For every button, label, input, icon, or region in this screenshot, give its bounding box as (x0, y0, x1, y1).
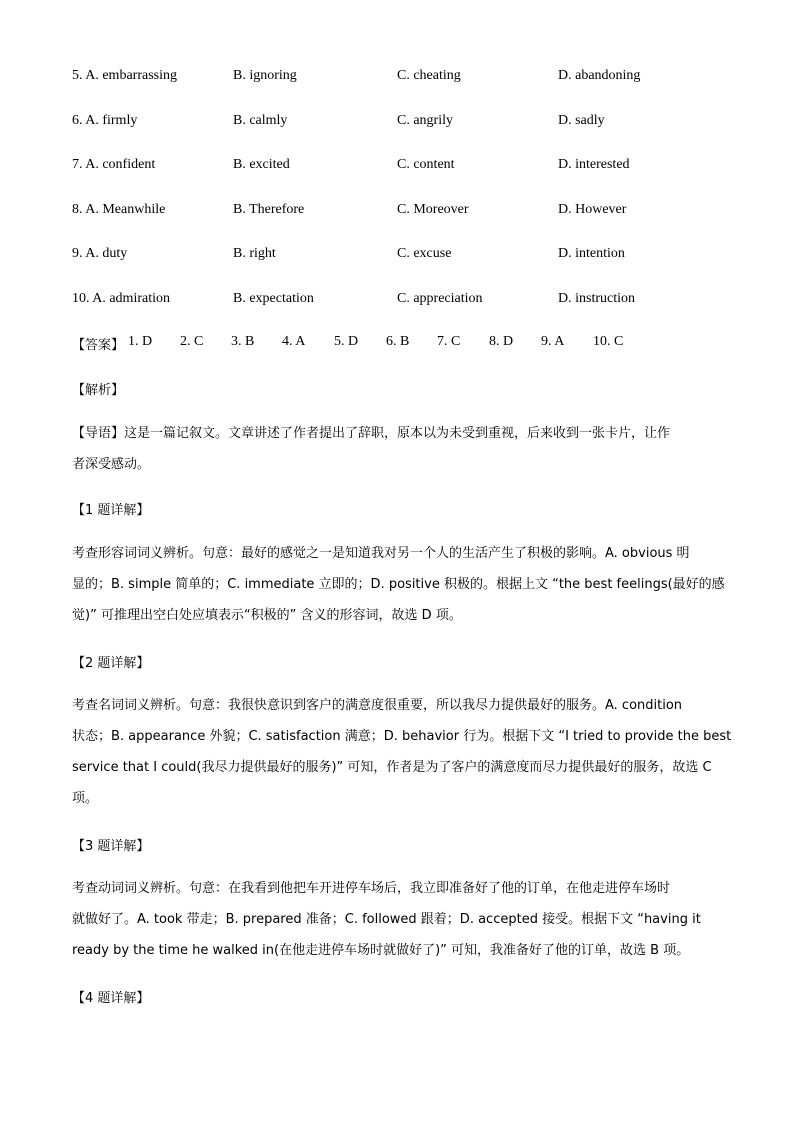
paragraph-line: 项。 (72, 791, 99, 806)
option-d: D. However (558, 202, 627, 217)
answer-item: 9. A (541, 334, 565, 349)
paragraph-line: 考查名词词义辨析。句意：我很快意识到客户的满意度很重要，所以我尽力提供最好的服务。A. condition (72, 698, 683, 713)
option-a: 6. A. firmly (72, 113, 138, 128)
option-c: C. angrily (397, 113, 453, 128)
q2-heading: 【2 题详解】 (72, 656, 150, 671)
answer-key (72, 334, 624, 354)
paragraph-line: 觉)” 可推理出空白处应填表示“积极的” 含义的形容词，故选 D 项。 (72, 608, 462, 623)
option-b: B. Therefore (233, 202, 305, 217)
option-d: D. sadly (558, 113, 605, 128)
option-c: C. excuse (397, 246, 452, 261)
option-a: 9. A. duty (72, 246, 128, 261)
option-d: D. instruction (558, 291, 635, 306)
guide-paragraph (72, 418, 722, 480)
q3-explanation (72, 873, 722, 966)
answer-label: 【答案】 (72, 338, 125, 353)
answer-item: 2. C (180, 334, 204, 349)
answer-item: 7. C (437, 334, 461, 349)
analysis-heading: 【解析】 (72, 383, 125, 398)
option-row-9 (72, 246, 732, 266)
answer-item: 1. D (128, 334, 153, 349)
answer-item: 8. D (489, 334, 514, 349)
option-b: B. right (233, 246, 276, 261)
paragraph-line: 考查动词词义辨析。句意：在我看到他把车开进停车场后，我立即准备好了他的订单，在他走进停车场时 (72, 881, 671, 896)
option-d: D. intention (558, 246, 625, 261)
paragraph-line: service that I could(我尽力提供最好的服务)” 可知，作者是为了客户的满意度而尽力提供最好的服务，故选 C (72, 760, 712, 775)
option-b: B. calmly (233, 113, 288, 128)
option-row-5 (72, 68, 732, 88)
answer-item: 6. B (386, 334, 410, 349)
answer-item: 5. D (334, 334, 359, 349)
option-a: 8. A. Meanwhile (72, 202, 166, 217)
q3-heading: 【3 题详解】 (72, 839, 150, 854)
option-c: C. content (397, 157, 455, 172)
option-b: B. expectation (233, 291, 314, 306)
option-row-8 (72, 202, 732, 222)
option-row-10 (72, 291, 732, 311)
option-row-7 (72, 157, 732, 177)
q2-explanation (72, 690, 732, 814)
answer-item: 3. B (231, 334, 255, 349)
option-b: B. excited (233, 157, 290, 172)
paragraph-line: 者深受感动。 (72, 457, 151, 472)
paragraph-line: 状态；B. appearance 外貌；C. satisfaction 满意；D. behavior 行为。根据下文 “I tried to provide the best (72, 729, 732, 744)
option-d: D. abandoning (558, 68, 641, 83)
paragraph-line: ready by the time he walked in(在他走进停车场时就做好了)” 可知，我准备好了他的订单，故选 B 项。 (72, 943, 690, 958)
paragraph-line: 考查形容词词义辨析。句意：最好的感觉之一是知道我对另一个人的生活产生了积极的影响。A. obvious 明 (72, 546, 690, 561)
answer-item: 10. C (593, 334, 624, 349)
paragraph-line: 【导语】这是一篇记叙文。文章讲述了作者提出了辞职，原本以为未受到重视，后来收到一张卡片，让作 (72, 426, 671, 441)
paragraph-line: 显的；B. simple 简单的；C. immediate 立即的；D. positive 积极的。根据上文 “the best feelings(最好的感 (72, 577, 725, 592)
option-c: C. cheating (397, 68, 461, 83)
option-a: 7. A. confident (72, 157, 156, 172)
option-row-6 (72, 113, 732, 133)
option-c: C. Moreover (397, 202, 469, 217)
q1-explanation (72, 538, 725, 631)
option-b: B. ignoring (233, 68, 297, 83)
paragraph-line: 就做好了。A. took 带走；B. prepared 准备；C. followed 跟着；D. accepted 接受。根据下文 “having it (72, 912, 701, 927)
option-a: 5. A. embarrassing (72, 68, 177, 83)
option-c: C. appreciation (397, 291, 483, 306)
option-d: D. interested (558, 157, 630, 172)
q4-heading: 【4 题详解】 (72, 991, 150, 1006)
q1-heading: 【1 题详解】 (72, 503, 150, 518)
answer-item: 4. A (282, 334, 306, 349)
option-a: 10. A. admiration (72, 291, 170, 306)
